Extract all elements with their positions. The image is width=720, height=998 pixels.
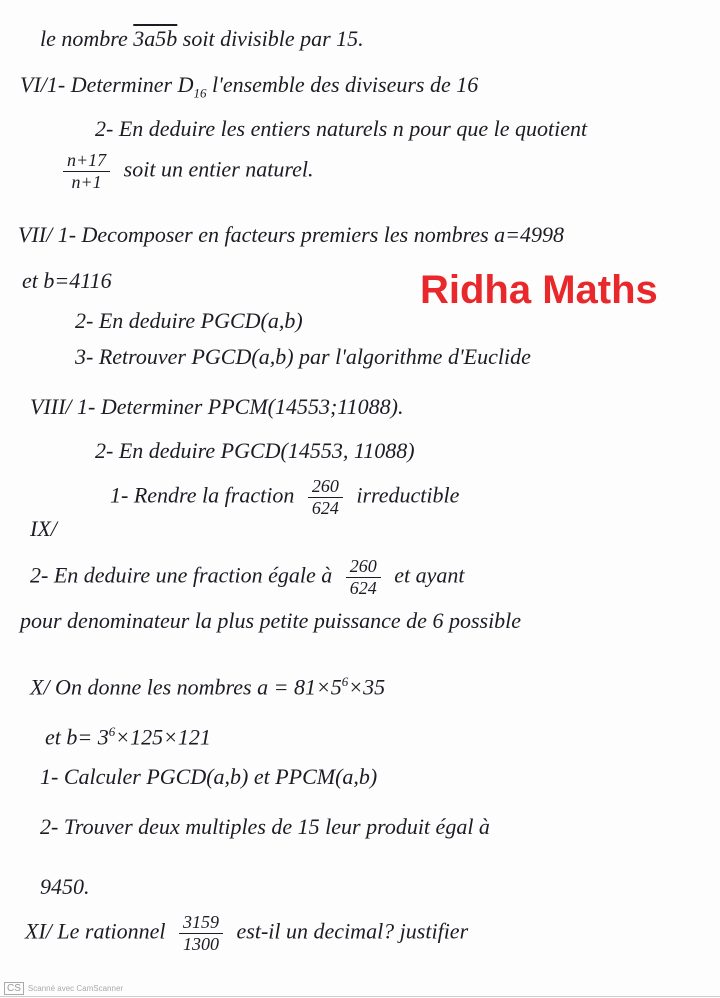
text: et b= 3 xyxy=(45,724,109,750)
number-3a5b: 3a5b xyxy=(133,26,178,51)
exercise-viii-q1: VIII/ 1- Determiner PPCM(14553;11088). xyxy=(30,394,404,419)
exercise-xi xyxy=(25,912,468,955)
text: soit divisible par 15. xyxy=(177,26,364,51)
text: est-il un decimal? justifier xyxy=(236,918,469,944)
exercise-vii-q3: 3- Retrouver PGCD(a,b) par l'algorithme d'Euclide xyxy=(75,344,531,369)
numerator: n+17 xyxy=(63,150,110,172)
exercise-ix-q2 xyxy=(30,556,465,599)
text: XI/ Le rationnel xyxy=(25,918,166,944)
exercise-vi-q2: 2- En deduire les entiers naturels n pour que le quotient xyxy=(95,116,588,141)
exercise-ix-label: IX/ xyxy=(30,516,57,541)
exercise-x-q2b: 9450. xyxy=(40,874,90,899)
text: X/ On donne les nombres a = 81×5 xyxy=(30,674,342,700)
text: VI/1- Determiner D xyxy=(20,72,194,97)
denominator: n+1 xyxy=(71,172,102,192)
exercise-x-q1: 1- Calculer PGCD(a,b) et PPCM(a,b) xyxy=(40,764,378,789)
exercise-x-q2: 2- Trouver deux multiples de 15 leur produit égal à xyxy=(40,814,490,839)
text: le nombre xyxy=(40,26,134,51)
text: ×125×121 xyxy=(115,724,211,750)
exercise-x-b xyxy=(45,724,211,750)
text: 1- Rendre la fraction xyxy=(110,482,295,508)
text: 2- En deduire une fraction égale à xyxy=(30,562,333,588)
exercise-vi-q2-fraction-line xyxy=(55,150,314,193)
exercise-x-intro xyxy=(30,674,385,700)
exercise-vii-q1: VII/ 1- Decomposer en facteurs premiers les nombres a=4998 xyxy=(18,222,565,247)
text: et ayant xyxy=(394,562,465,588)
exercise-vii-q1b: et b=4116 xyxy=(22,268,112,293)
fraction xyxy=(179,912,223,955)
text: l'ensemble des diviseurs de 16 xyxy=(206,72,479,97)
denominator: 624 xyxy=(349,578,377,598)
exercise-vii-q2: 2- En deduire PGCD(a,b) xyxy=(75,308,303,333)
exercise-vi-q1 xyxy=(20,72,478,101)
camscanner-logo-icon: CS xyxy=(4,982,24,995)
denominator: 624 xyxy=(311,498,339,518)
denominator: 1300 xyxy=(183,934,220,954)
bottom-divider xyxy=(0,996,720,997)
line-intro xyxy=(40,26,364,52)
fraction xyxy=(308,476,343,519)
footer-text: Scanné avec CamScanner xyxy=(27,984,124,993)
subscript: 16 xyxy=(193,85,207,101)
numerator: 3159 xyxy=(179,912,223,934)
exponent: 6 xyxy=(108,724,116,739)
fraction xyxy=(63,150,110,193)
text: irreductible xyxy=(356,482,460,508)
fraction xyxy=(346,556,381,599)
exercise-ix-q1 xyxy=(110,476,459,519)
exercise-ix-q2b: pour denominateur la plus petite puissance de 6 possible xyxy=(20,608,522,633)
numerator: 260 xyxy=(308,476,343,498)
text: soit un entier naturel. xyxy=(123,156,314,182)
camscanner-footer xyxy=(4,982,123,995)
text: ×35 xyxy=(348,674,386,700)
exponent: 6 xyxy=(341,674,349,689)
numerator: 260 xyxy=(346,556,381,578)
watermark: Ridha Maths xyxy=(420,268,658,312)
exercise-viii-q2: 2- En deduire PGCD(14553, 11088) xyxy=(95,438,415,463)
